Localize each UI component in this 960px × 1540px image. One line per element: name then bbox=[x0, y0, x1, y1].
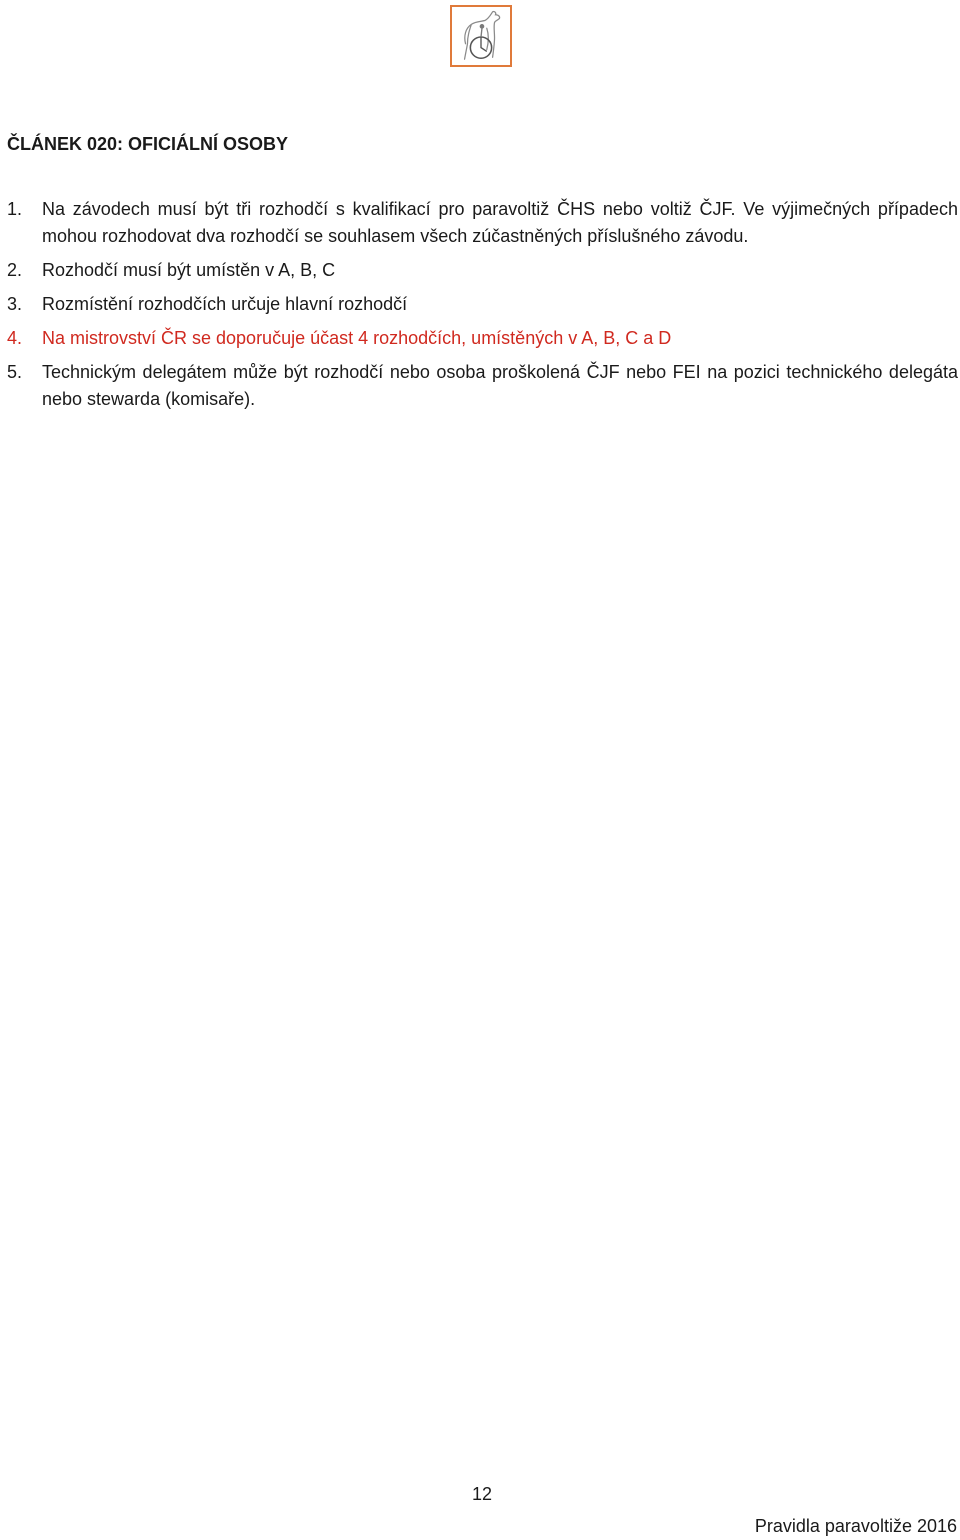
list-item-text: Na mistrovství ČR se doporučuje účast 4 rozhodčích, umístěných v A, B, C a D bbox=[42, 328, 672, 348]
list-item bbox=[7, 196, 958, 250]
rules-list bbox=[7, 196, 958, 420]
list-item-text: Technickým delegátem může být rozhodčí nebo osoba proškolená ČJF nebo FEI na pozici technického delegáta nebo stewarda (komisaře). bbox=[42, 362, 958, 409]
list-item bbox=[7, 359, 958, 413]
logo bbox=[450, 5, 512, 67]
list-item-number: 3. bbox=[7, 294, 23, 314]
list-item-number: 1. bbox=[7, 199, 23, 219]
list-item-text: Rozhodčí musí být umístěn v A, B, C bbox=[42, 260, 336, 280]
list-item-text: Rozmístění rozhodčích určuje hlavní rozhodčí bbox=[42, 294, 408, 314]
list-item bbox=[7, 257, 958, 284]
page-number: 12 bbox=[472, 1484, 493, 1504]
list-item-number: 2. bbox=[7, 260, 23, 280]
footer-title: Pravidla paravoltiže 2016 bbox=[754, 1516, 957, 1536]
list-item bbox=[7, 291, 958, 318]
list-item-highlighted bbox=[7, 325, 958, 352]
list-item-text: Na závodech musí být tři rozhodčí s kvalifikací pro paravoltiž ČHS nebo voltiž ČJF. Ve výjimečných případech mohou rozhodovat dva rozhodčí se souhlasem všech zúčastněných příslušného závodu. bbox=[42, 199, 958, 246]
article-heading: ČLÁNEK 020: OFICIÁLNÍ OSOBY bbox=[7, 134, 289, 154]
horse-vaulting-logo-icon bbox=[452, 7, 510, 65]
list-item-number: 4. bbox=[7, 328, 23, 348]
list-item-number: 5. bbox=[7, 362, 23, 382]
